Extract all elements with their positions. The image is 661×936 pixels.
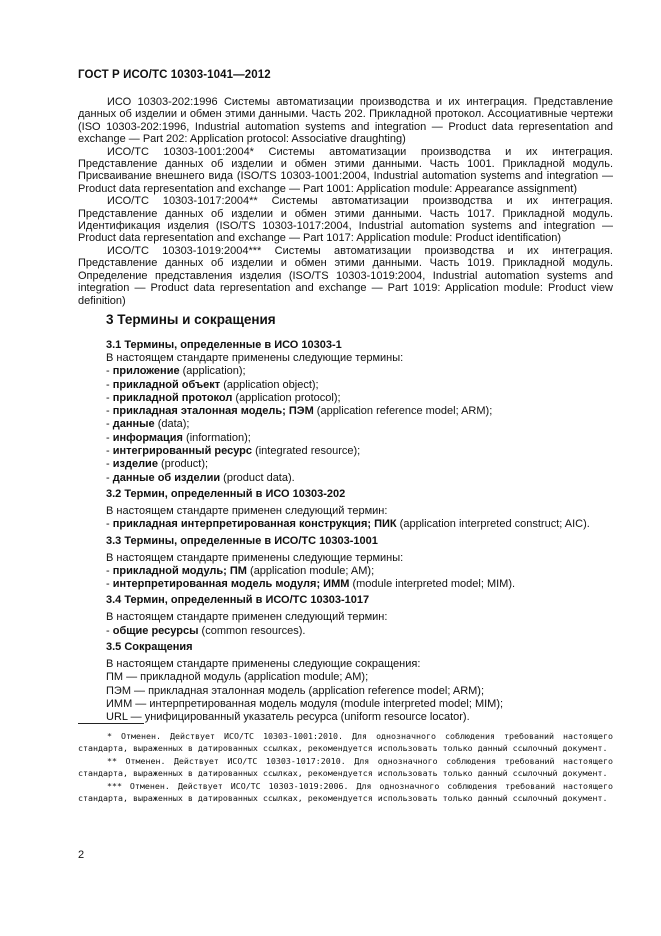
term-translation: (information); bbox=[182, 431, 251, 444]
term-name: прикладная эталонная модель; ПЭМ bbox=[112, 405, 314, 418]
term-name: прикладная интерпретированная конструкция; ПИК bbox=[112, 518, 397, 531]
term-name: данные об изделии bbox=[112, 471, 221, 484]
term-item bbox=[106, 625, 613, 638]
footnote: *** Отменен. Действует ИСО/ТС 10303-1019:2006. Для однозначного соблюдения требований настоящего стандарта, выраженных в датированных ссылках, рекомендуется использовать только данный ссылочный документ. bbox=[78, 781, 613, 803]
term-name: общие ресурсы bbox=[112, 624, 199, 637]
subsection-title: 3.2 Термин, определенный в ИСО 10303-202 bbox=[106, 487, 346, 500]
subsection-title: 3.3 Термины, определенные в ИСО/ТС 10303-1001 bbox=[106, 534, 378, 547]
list-dash: - bbox=[106, 418, 113, 431]
term-item bbox=[106, 458, 613, 471]
subsection-intro: В настоящем стандарте применены следующие сокращения: bbox=[106, 658, 421, 671]
term-name: прикладной модуль; ПМ bbox=[112, 564, 247, 577]
reference-paragraph: ИСО 10303-202:1996 Системы автоматизации производства и их интеграция. Представление данных об изделии и обмен этими данными. Часть 202. Прикладной протокол. Ассоциативные чертежи (ISO 10303-202:1996, Industrial automation systems and integration — Product data representation and exchange — Part 202: Application protocol: Associative draughting) bbox=[78, 96, 613, 146]
term-name: данные bbox=[112, 418, 155, 431]
term-translation: (product); bbox=[157, 458, 209, 471]
list-dash: - bbox=[106, 391, 113, 404]
term-list bbox=[106, 625, 613, 638]
term-translation: (application protocol); bbox=[232, 391, 341, 404]
term-list bbox=[106, 365, 613, 485]
abbreviation-item: ПЭМ — прикладная эталонная модель (application reference model; ARM); bbox=[106, 684, 485, 697]
list-dash: - bbox=[106, 458, 113, 471]
term-item bbox=[106, 472, 613, 485]
term-translation: (data); bbox=[154, 418, 190, 431]
term-item bbox=[106, 565, 613, 578]
term-name: прикладной объект bbox=[112, 378, 221, 391]
term-name: прикладной протокол bbox=[112, 391, 233, 404]
term-name: приложение bbox=[112, 365, 180, 378]
subsection-title: 3.5 Сокращения bbox=[106, 641, 193, 654]
footnote: ** Отменен. Действует ИСО/ТС 10303-1017:2010. Для однозначного соблюдения требований настоящего стандарта, выраженных в датированных ссылках, рекомендуется использовать только данный ссылочный документ. bbox=[78, 756, 613, 778]
footnote-divider bbox=[78, 723, 144, 724]
subsection-intro: В настоящем стандарте применен следующий термин: bbox=[106, 504, 388, 517]
section-title: 3 Термины и сокращения bbox=[106, 312, 276, 327]
abbreviation-list bbox=[106, 671, 613, 724]
document-header: ГОСТ Р ИСО/ТС 10303-1041—2012 bbox=[78, 69, 271, 81]
list-dash: - bbox=[106, 431, 113, 444]
abbreviation-item: ИММ — интерпретированная модель модуля (module interpreted model; MIM); bbox=[106, 697, 504, 710]
term-translation: (application object); bbox=[220, 378, 319, 391]
subsection-intro: В настоящем стандарте применены следующие термины: bbox=[106, 352, 404, 364]
references-block bbox=[78, 96, 613, 307]
term-list bbox=[106, 518, 613, 531]
term-item bbox=[106, 405, 613, 418]
reference-paragraph: ИСО/ТС 10303-1017:2004** Системы автоматизации производства и их интеграция. Представление данных об изделии и обмен этими данными. Часть 1017. Прикладной модуль. Идентификация изделия (ISO/TS 10303-1017:2004, Industrial automation systems and integration — Product data representation and exchange — Part 1017: Application module: Product identification) bbox=[78, 195, 613, 245]
footnotes-block bbox=[78, 731, 613, 806]
term-item bbox=[106, 392, 613, 405]
list-dash: - bbox=[106, 365, 113, 378]
list-dash: - bbox=[106, 445, 113, 458]
term-translation: (module interpreted model; MIM). bbox=[349, 578, 516, 591]
reference-paragraph: ИСО/ТС 10303-1001:2004* Системы автоматизации производства и их интеграция. Представление данных об изделии и обмен этими данными. Часть 1001. Прикладной модуль. Присваивание внешнего вида (ISO/TS 10303-1001:2004, Industrial automation systems and integration — Product data representation and exchange — Part 1001: Application module: Appearance assignment) bbox=[78, 145, 613, 195]
term-name: интерпретированная модель модуля; ИММ bbox=[112, 578, 350, 591]
subsection-intro: В настоящем стандарте применены следующие термины: bbox=[106, 551, 404, 564]
term-translation: (application module; AM); bbox=[246, 564, 375, 577]
term-list bbox=[106, 565, 613, 592]
subsection-intro: В настоящем стандарте применен следующий термин: bbox=[106, 611, 388, 624]
reference-paragraph: ИСО/ТС 10303-1019:2004*** Системы автоматизации производства и их интеграция. Представление данных об изделии и обмен этими данными. Часть 1019. Прикладной модуль. Определение представления изделия (ISO/TS 10303-1019:2004, Industrial automation systems and integration — Product data representation and exchange — Part 1019: Application module: Product view definition) bbox=[78, 244, 613, 307]
term-name: информация bbox=[112, 431, 183, 444]
terms-block bbox=[106, 339, 613, 725]
footnote: * Отменен. Действует ИСО/ТС 10303-1001:2010. Для однозначного соблюдения требований настоящего стандарта, выраженных в датированных ссылках, рекомендуется использовать только данный ссылочный документ. bbox=[78, 731, 613, 753]
list-dash: - bbox=[106, 378, 113, 391]
term-item bbox=[106, 432, 613, 445]
abbreviation-item: ПМ — прикладной модуль (application module; AM); bbox=[106, 671, 369, 684]
term-item bbox=[106, 445, 613, 458]
list-dash: - bbox=[106, 564, 113, 577]
term-translation: (integrated resource); bbox=[252, 445, 361, 458]
term-translation: (common resources). bbox=[198, 624, 306, 637]
list-dash: - bbox=[106, 518, 113, 531]
term-item bbox=[106, 518, 613, 531]
term-translation: (application); bbox=[179, 365, 246, 378]
term-name: интегрированный ресурс bbox=[112, 445, 253, 458]
abbreviation-item: URL — унифицированный указатель ресурса (uniform resource locator). bbox=[106, 711, 470, 724]
list-dash: - bbox=[106, 624, 113, 637]
list-dash: - bbox=[106, 578, 113, 591]
term-name: изделие bbox=[112, 458, 158, 471]
term-item bbox=[106, 418, 613, 431]
term-translation: (application interpreted construct; AIC). bbox=[396, 518, 590, 531]
term-item bbox=[106, 365, 613, 378]
subsection-title: 3.1 Термины, определенные в ИСО 10303-1 bbox=[106, 339, 342, 351]
page-number: 2 bbox=[78, 849, 85, 861]
subsection-title: 3.4 Термин, определенный в ИСО/ТС 10303-1017 bbox=[106, 594, 370, 607]
term-item bbox=[106, 379, 613, 392]
term-translation: (application reference model; ARM); bbox=[313, 405, 493, 418]
list-dash: - bbox=[106, 405, 113, 418]
list-dash: - bbox=[106, 471, 113, 484]
term-translation: (product data). bbox=[220, 471, 295, 484]
term-item bbox=[106, 578, 613, 591]
